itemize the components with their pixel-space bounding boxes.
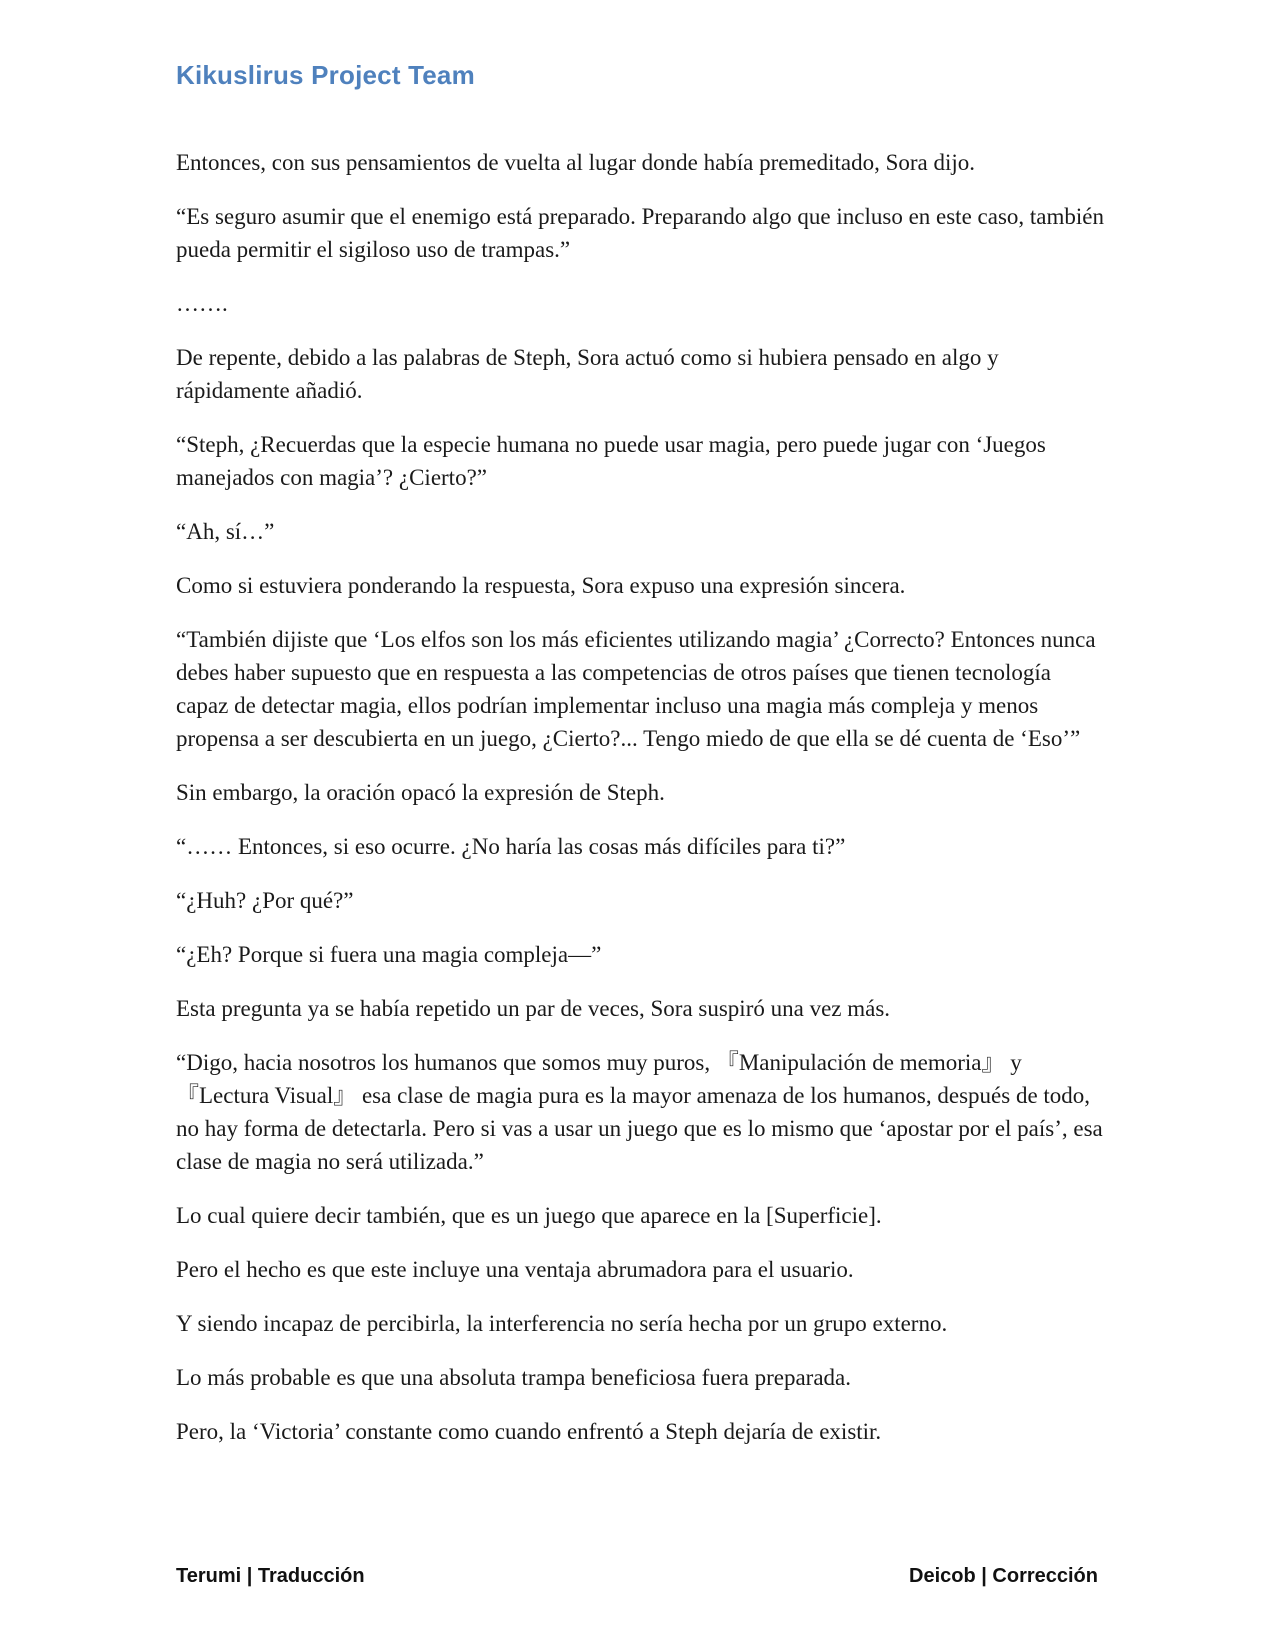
paragraph: “Steph, ¿Recuerdas que la especie humana no puede usar magia, pero puede jugar con ‘Juegos manejados con magia’? ¿Cierto?” xyxy=(176,432,1046,490)
page-footer xyxy=(176,1565,1098,1588)
paragraph: Sin embargo, la oración opacó la expresión de Steph. xyxy=(176,780,665,805)
page-header-title: Kikuslirus Project Team xyxy=(176,60,475,90)
paragraph: “¿Huh? ¿Por qué?” xyxy=(176,888,354,913)
paragraph: “Digo, hacia nosotros los humanos que somos muy puros, 『Manipulación de memoria』 y 『Lectura Visual』 esa clase de magia pura es la mayor amenaza de los humanos, después de todo, no hay forma de detectarla. Pero si vas a usar un juego que es lo mismo que ‘apostar por el país’, esa clase de magia no será utilizada.” xyxy=(176,1050,1103,1174)
paragraph: “Ah, sí…” xyxy=(176,519,275,544)
paragraph: Pero, la ‘Victoria’ constante como cuando enfrentó a Steph dejaría de existir. xyxy=(176,1419,882,1444)
paragraph: Como si estuviera ponderando la respuesta, Sora expuso una expresión sincera. xyxy=(176,573,906,598)
footer-translator-credit: Terumi | Traducción xyxy=(176,1565,365,1587)
paragraph: Esta pregunta ya se había repetido un par de veces, Sora suspiró una vez más. xyxy=(176,996,891,1021)
paragraph: Entonces, con sus pensamientos de vuelta al lugar donde había premeditado, Sora dijo. xyxy=(176,150,976,175)
document-body xyxy=(176,146,1106,1469)
paragraph: “¿Eh? Porque si fuera una magia compleja—” xyxy=(176,942,602,967)
paragraph: Lo cual quiere decir también, que es un juego que aparece en la [Superficie]. xyxy=(176,1203,882,1228)
paragraph: “También dijiste que ‘Los elfos son los más eficientes utilizando magia’ ¿Correcto? Entonces nunca debes haber supuesto que en respuesta a las competencias de otros países que tienen tecnología capaz de detectar magia, ellos podrían implementar incluso una magia más compleja y menos propensa a ser descubierta en un juego, ¿Cierto?... Tengo miedo de que ella se dé cuenta de ‘Eso’” xyxy=(176,627,1096,751)
paragraph: De repente, debido a las palabras de Steph, Sora actuó como si hubiera pensado en algo y rápidamente añadió. xyxy=(176,345,999,403)
paragraph: Y siendo incapaz de percibirla, la interferencia no sería hecha por un grupo externo. xyxy=(176,1311,948,1336)
paragraph: “…… Entonces, si eso ocurre. ¿No haría las cosas más difíciles para ti?” xyxy=(176,834,846,859)
paragraph: “Es seguro asumir que el enemigo está preparado. Preparando algo que incluso en este caso, también pueda permitir el sigiloso uso de trampas.” xyxy=(176,204,1104,262)
footer-editor-credit: Deicob | Corrección xyxy=(909,1565,1098,1587)
paragraph: ……. xyxy=(176,291,228,316)
paragraph: Lo más probable es que una absoluta trampa beneficiosa fuera preparada. xyxy=(176,1365,852,1390)
paragraph: Pero el hecho es que este incluye una ventaja abrumadora para el usuario. xyxy=(176,1257,854,1282)
